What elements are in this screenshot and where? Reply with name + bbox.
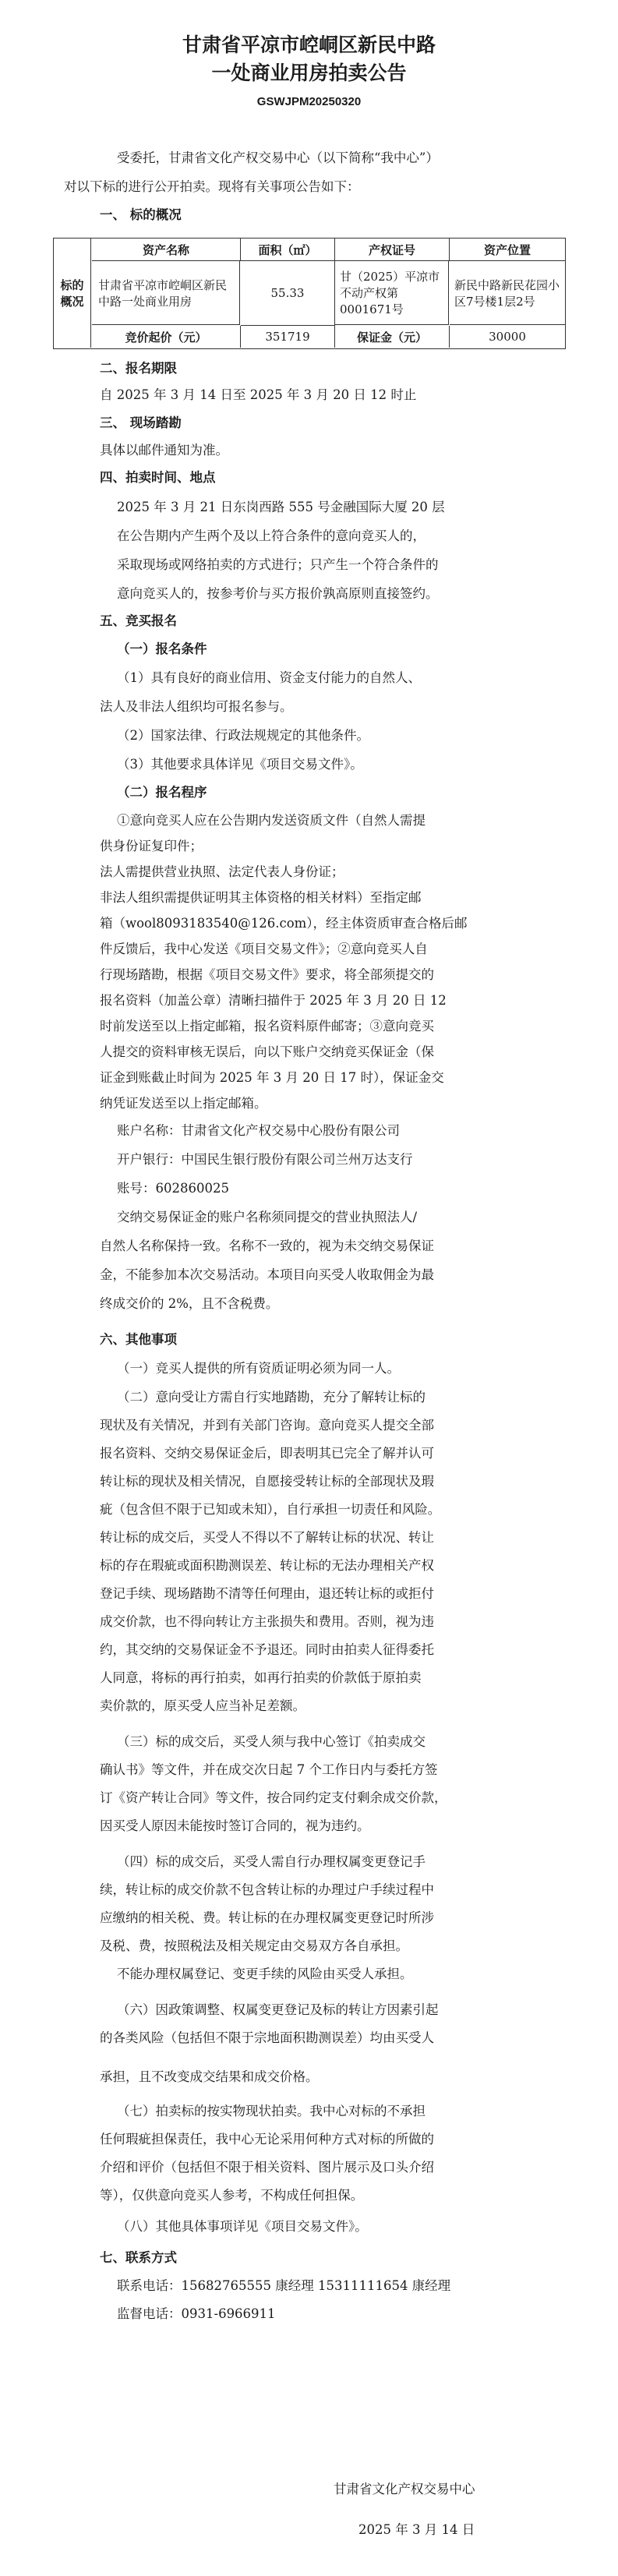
cond-3: （3）其他要求具体详见《项目交易文件》。 [117, 757, 363, 772]
section-4-line-4: 意向竞买人的，按参考价与买方报价孰高原则直接签约。 [117, 586, 439, 601]
other-4-l1: （四）标的成交后，买受人需自行办理权属变更登记手 [117, 1854, 426, 1869]
section-2-text: 自 2025 年 3 月 14 日至 2025 年 3 月 20 日 12 时止 [100, 387, 417, 402]
other-6-l2: 的各类风险（包括但不限于宗地面积勘测误差）均由买受人 [100, 2030, 434, 2045]
deposit-label: 保证金（元） [335, 326, 450, 348]
header-asset-name: 资产名称 [92, 239, 241, 261]
announcement-code: GSWJPM20250320 [256, 95, 362, 108]
intro-line-1: 受委托，甘肃省文化产权交易中心（以下简称“我中心”） [117, 150, 439, 165]
bank-name: 开户银行：中国民生银行股份有限公司兰州万达支行 [117, 1152, 413, 1167]
cond-1b: 法人及非法人组织均可报名参与。 [100, 699, 293, 714]
lot-row-label: 标的概况 [54, 239, 91, 348]
other-2-l8: 登记手续、现场踏勘不清等任何理由，退还转让标的或拒付 [100, 1586, 434, 1601]
title-line-2: 一处商业用房拍卖公告 [211, 62, 407, 84]
section-5-sub-2: （二）报名程序 [117, 785, 207, 800]
start-price-value: 351719 [241, 326, 335, 348]
proc-8: 报名资料（加盖公章）清晰扫描件于 2025 年 3 月 20 日 12 [100, 993, 447, 1008]
proc-3: 法人需提供营业执照、法定代表人身份证； [100, 864, 344, 879]
other-4-l3: 应缴纳的相关税、费。转让标的在办理权属变更登记时所涉 [100, 1910, 434, 1925]
cell-location: 新民中路新民花园小区7号楼1层2号 [450, 261, 565, 325]
other-2-l6: 转让标的成交后，买受人不得以不了解转让标的状况、转让 [100, 1530, 434, 1545]
section-3-heading: 三、 现场踏勘 [100, 415, 182, 430]
note-4: 终成交价的 2%，且不含税费。 [100, 1296, 279, 1311]
other-2-l9: 成交价款，也不得向转让方主张损失和费用。否则，视为违 [100, 1614, 434, 1629]
signature-org: 甘肃省文化产权交易中心 [334, 2482, 475, 2496]
supervision-phone: 监督电话：0931-6966911 [117, 2306, 276, 2321]
proc-1: ①意向竞买人应在公告期内发送资质文件（自然人需提 [117, 813, 426, 828]
signature-date: 2025 年 3 月 14 日 [358, 2522, 475, 2537]
cell-cert: 甘（2025）平凉市不动产权第0001671号 [335, 261, 449, 325]
section-1-heading: 一、 标的概况 [100, 207, 182, 222]
title-line-1: 甘肃省平凉市崆峒区新民中路 [182, 34, 436, 56]
start-price-label: 竞价起价（元） [92, 326, 241, 348]
proc-11: 证金到账截止时间为 2025 年 3 月 20 日 17 时），保证金交 [100, 1070, 444, 1085]
other-7-l2: 任何瑕疵担保责任，我中心无论采用何种方式对标的所做的 [100, 2132, 434, 2147]
cond-1a: （1）具有良好的商业信用、资金支付能力的自然人、 [117, 670, 421, 685]
other-7-l4: 等），仅供意向竞买人参考，不构成任何担保。 [100, 2188, 364, 2203]
proc-6: 件反馈后，我中心发送《项目交易文件》；②意向竞买人自 [100, 942, 428, 956]
other-2-l3: 报名资料、交纳交易保证金后，即表明其已完全了解并认可 [100, 1446, 434, 1461]
section-5-sub-1: （一）报名条件 [117, 641, 207, 656]
other-3-l2: 确认书》等文件，并在成交次日起 7 个工作日内与委托方签 [100, 1762, 438, 1777]
other-2-l5: 疵（包含但不限于已知或未知），自行承担一切责任和风险。 [100, 1502, 441, 1517]
section-5-heading: 五、竞买报名 [100, 613, 177, 628]
section-4-heading: 四、拍卖时间、地点 [100, 470, 216, 485]
deposit-value: 30000 [489, 330, 526, 344]
section-6-heading: 六、其他事项 [100, 1332, 177, 1347]
cond-2: （2）国家法律、行政法规规定的其他条件。 [117, 728, 369, 743]
other-2-l10: 约，其交纳的交易保证金不予退还。同时由拍卖人征得委托 [100, 1642, 434, 1657]
section-7-heading: 七、联系方式 [100, 2250, 177, 2265]
other-2-l4: 转让标的现状及相关情况，自愿接受转让标的全部现状及瑕 [100, 1474, 434, 1489]
other-6-l1: （六）因政策调整、权属变更登记及标的转让方因素引起 [117, 2002, 439, 2017]
note-1: 交纳交易保证金的账户名称须同提交的营业执照法人/ [117, 1210, 418, 1224]
intro-line-2: 对以下标的进行公开拍卖。现将有关事项公告如下： [64, 179, 360, 194]
other-4-l5: 不能办理权属登记、变更手续的风险由买受人承担。 [117, 1966, 413, 1981]
account-number: 账号：602860025 [117, 1181, 229, 1196]
other-2-l2: 现状及有关情况，并到有关部门咨询。意向竞买人提交全部 [100, 1418, 434, 1433]
proc-2: 供身份证复印件； [100, 839, 203, 853]
other-7-l1: （七）拍卖标的按实物现状拍卖。我中心对标的不承担 [117, 2104, 426, 2118]
other-2-l7: 标的存在瑕疵或面积勘测误差、转让标的无法办理相关产权 [100, 1558, 434, 1573]
other-4-l2: 续，转让标的成交价款不包含转让标的办理过户手续过程中 [100, 1882, 434, 1897]
other-3-l1: （三）标的成交后，买受人须与我中心签订《拍卖成交 [117, 1734, 426, 1749]
note-3: 金，不能参加本次交易活动。本项目向买受人收取佣金为最 [100, 1267, 434, 1282]
section-3-text: 具体以邮件通知为准。 [100, 443, 228, 458]
section-4-line-1: 2025 年 3 月 21 日东岗西路 555 号金融国际大厦 20 层 [117, 500, 445, 514]
other-8: （八）其他具体事项详见《项目交易文件》。 [117, 2219, 368, 2234]
section-4-line-3: 采取现场或网络拍卖的方式进行；只产生一个符合条件的 [117, 557, 439, 572]
section-4-line-2: 在公告期内产生两个及以上符合条件的意向竞买人的， [117, 528, 426, 543]
proc-9: 时前发送至以上指定邮箱，报名资料原件邮寄；③意向竞买 [100, 1019, 434, 1034]
other-6-l3: 承担，且不改变成交结果和成交价格。 [100, 2069, 319, 2084]
other-7-l3: 介绍和评价（包括但不限于相关资料、图片展示及口头介绍 [100, 2160, 434, 2175]
proc-4: 非法人组织需提供证明其主体资格的相关材料）至指定邮 [100, 890, 422, 905]
other-3-l4: 因买受人原因未能按时签订合同的，视为违约。 [100, 1818, 370, 1833]
other-2-l1: （二）意向受让方需自行实地踏勘，充分了解转让标的 [117, 1390, 426, 1405]
proc-12: 纳凭证发送至以上指定邮箱。 [100, 1096, 267, 1111]
header-cert: 产权证号 [335, 239, 450, 261]
proc-10: 人提交的资料审核无误后，向以下账户交纳竞买保证金（保 [100, 1044, 434, 1059]
contact-phone: 联系电话：15682765555 康经理 15311111654 康经理 [117, 2278, 451, 2293]
cell-asset-name: 甘肃省平凉市崆峒区新民中路一处商业用房 [92, 261, 240, 325]
header-area: 面积（㎡） [241, 239, 335, 261]
cell-area: 55.33 [241, 261, 335, 326]
note-2: 自然人名称保持一致。名称不一致的，视为未交纳交易保证 [100, 1239, 434, 1253]
other-2-l12: 卖价款的，原买受人应当补足差额。 [100, 1698, 305, 1713]
proc-5: 箱（wool8093183540@126.com），经主体资质审查合格后邮 [100, 916, 468, 931]
other-2-l11: 人同意，将标的再行拍卖，如再行拍卖的价款低于原拍卖 [100, 1670, 422, 1685]
other-1: （一）竞买人提供的所有资质证明必须为同一人。 [117, 1361, 400, 1376]
section-2-heading: 二、报名期限 [100, 361, 177, 376]
header-location: 资产位置 [450, 239, 565, 261]
proc-7: 行现场踏勘，根据《项目交易文件》要求，将全部须提交的 [100, 967, 434, 982]
account-name: 账户名称：甘肃省文化产权交易中心股份有限公司 [117, 1123, 400, 1138]
other-4-l4: 及税、费，按照税法及相关规定由交易双方各自承担。 [100, 1938, 408, 1953]
other-3-l3: 订《资产转让合同》等文件，按合同约定支付剩余成交价款， [100, 1790, 447, 1805]
lot-table [53, 238, 566, 349]
